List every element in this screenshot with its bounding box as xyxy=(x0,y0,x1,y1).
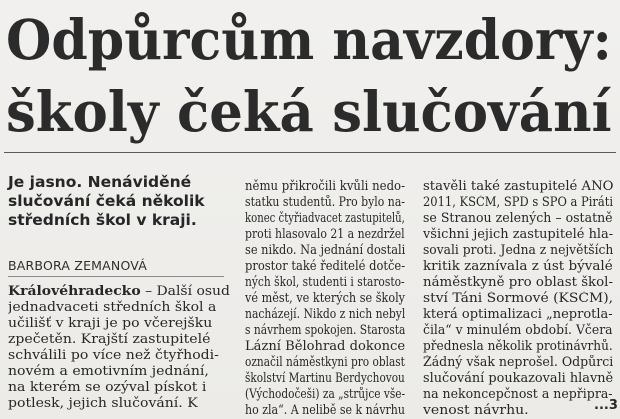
byline-divider xyxy=(8,276,224,277)
lead-line: středních škol v kraji. xyxy=(8,211,197,229)
body-line: stavěli také zastupitelé ANO xyxy=(423,179,613,194)
body-line xyxy=(8,284,230,300)
body-line: náměstkyně pro oblast škol- xyxy=(423,275,613,290)
body-line: jednadvaceti středních škol a xyxy=(8,300,217,315)
body-line: 2011, KSČM, SPD s SPO a Piráti xyxy=(423,195,613,210)
body-line: (Východočeši) za „strůjce vše- xyxy=(245,387,405,402)
body-line: Lázní Bělohrad dokonce xyxy=(245,339,405,354)
body-line: novém a emotivním jednání, xyxy=(8,364,209,379)
lead-line: Je jasno. Nenáviděné xyxy=(8,173,192,191)
body-line: všichni jejich zastupitelé hla- xyxy=(423,227,613,242)
body-line: nacházejí. Nikdo z nich nebyl xyxy=(245,307,405,322)
body-line: statku studentů. Pro bylo na- xyxy=(245,195,405,210)
body-line: ných škol, studenti i starosto- xyxy=(245,275,405,290)
body-line: na nekoncepčnost a nepřipra- xyxy=(423,387,613,402)
body-line: školství Martinu Berdychovou xyxy=(245,371,405,386)
headline-line-2: školy čeká slučování xyxy=(6,79,612,144)
body-line: sovali proti. Jedna z největších xyxy=(423,243,613,258)
body-line: potlesk, jejich slučování. K xyxy=(8,396,198,411)
body-column-1 xyxy=(8,284,230,412)
body-line: slučování poukazovali hlavně xyxy=(423,371,613,386)
body-line: označil náměstkyni pro oblast xyxy=(245,355,405,370)
headline-line-1: Odpůrcům navzdory: xyxy=(6,7,612,72)
body-line: na kterém se ozýval pískot i xyxy=(8,380,207,395)
body-line: proti hlasovalo 21 a nezdržel xyxy=(245,227,405,242)
body-line: se nikdo. Na jednání dostali xyxy=(245,243,405,258)
lead-line: slučování čeká několik xyxy=(8,192,205,210)
dateline-rest: – Další osud xyxy=(140,284,230,299)
lead-paragraph xyxy=(8,173,228,230)
body-line: která optimalizaci „neprotla- xyxy=(423,307,613,322)
body-line: prostor také ředitelé dotče- xyxy=(245,259,405,274)
body-line: venost návrhu. xyxy=(423,403,529,418)
headline-divider xyxy=(4,152,616,153)
body-line: schválili po více než čtyřhodi- xyxy=(8,348,219,363)
body-line: němu přikročili kvůli nedo- xyxy=(245,179,405,194)
body-line: přednesla několik protinávrhů. xyxy=(423,339,613,354)
body-line: učilišť v kraji je po včerejšku xyxy=(8,316,213,331)
body-line: vé měst, ve kterých se školy xyxy=(245,291,405,306)
body-line: čila“ v minulém období. Včera xyxy=(423,323,613,338)
body-line: kritik zaznívala z úst bývalé xyxy=(423,259,613,274)
body-line: konec čtyřiadvacet zastupitelů, xyxy=(245,211,405,226)
body-line: s návrhem spokojen. Starosta xyxy=(245,323,405,338)
continued-marker: ...3 xyxy=(594,398,618,413)
body-line: ství Táni Šormové (KSČM), xyxy=(423,291,613,306)
body-line: se Stranou zelených – ostatně xyxy=(423,211,613,226)
dateline-place: Královéhradecko xyxy=(8,284,141,299)
body-line: Žádný však neprošel. Odpůrci xyxy=(423,355,613,370)
body-column-2 xyxy=(245,179,405,419)
byline: BARBORA ZEMANOVÁ xyxy=(8,258,147,273)
body-line: zpečetěn. Krajští zastupitelé xyxy=(8,332,211,347)
body-column-3 xyxy=(423,179,613,419)
body-line: ho zla“. A nelibě se k návrhu xyxy=(245,403,405,418)
